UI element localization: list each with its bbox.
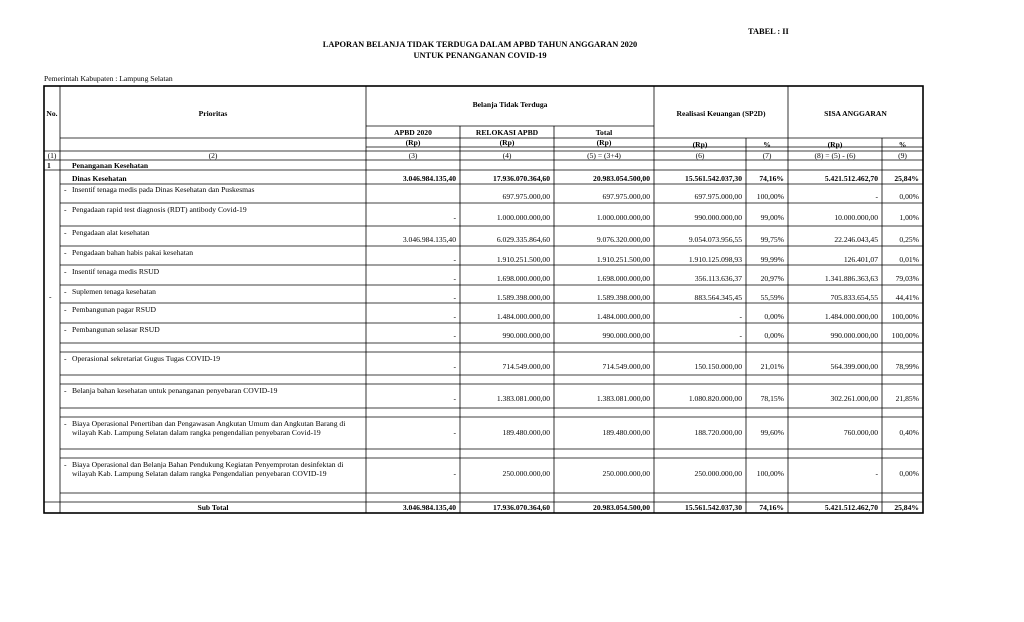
- row-apbd: -: [453, 213, 456, 222]
- row-relokasi: 1.000.000.000,00: [496, 213, 550, 222]
- row-relokasi: 1.698.000.000,00: [496, 274, 550, 283]
- col-num-6: (6): [695, 151, 705, 160]
- unit-pct-sisa: %: [898, 140, 907, 149]
- section-label: Penanganan Kesehatan: [72, 161, 149, 170]
- row-pct: 100,00%: [756, 192, 784, 201]
- row-apbd: -: [453, 394, 456, 403]
- row-apbd: -: [453, 293, 456, 302]
- row-sisa-pct: 0,00%: [899, 469, 919, 478]
- row-sisa: 10.000.000,00: [834, 213, 878, 222]
- row-total: 714.549.000,00: [602, 362, 650, 371]
- row-bullet: -: [64, 185, 67, 194]
- col-header-relokasi: RELOKASI APBD: [475, 128, 539, 137]
- row-apbd: -: [453, 469, 456, 478]
- row-bullet: -: [64, 267, 67, 276]
- dinas-realisasi: 15.561.542.037,30: [685, 174, 742, 183]
- row-label: Operasional sekretariat Gugus Tugas COVID-19: [72, 354, 221, 363]
- row-realisasi: 250.000.000,00: [694, 469, 742, 478]
- row-pct: 99,99%: [760, 255, 784, 264]
- unit-rp-total: (Rp): [596, 138, 612, 147]
- row-pct: 99,75%: [760, 235, 784, 244]
- row-bullet: -: [64, 248, 67, 257]
- col-header-realisasi: Realisasi Keuangan (SP2D): [676, 109, 766, 118]
- row-realisasi: -: [739, 331, 742, 340]
- unit-rp-relokasi: (Rp): [499, 138, 515, 147]
- row-total: 1.383.081.000,00: [596, 394, 650, 403]
- row-pct: 55,59%: [760, 293, 784, 302]
- row-relokasi: 714.549.000,00: [502, 362, 550, 371]
- row-sisa-pct: 100,00%: [891, 312, 919, 321]
- row-bullet: -: [64, 287, 67, 296]
- pemerintah-label: Pemerintah Kabupaten : Lampung Selatan: [44, 74, 173, 83]
- row-sisa-pct: 79,03%: [895, 274, 919, 283]
- tabel-label: TABEL : II: [748, 27, 789, 36]
- row-bullet: -: [64, 460, 67, 469]
- dinas-apbd: 3.046.984.135,40: [402, 174, 456, 183]
- row-sisa: 564.399.000,00: [830, 362, 878, 371]
- row-apbd: -: [453, 312, 456, 321]
- row-relokasi: 6.029.335.864,60: [496, 235, 550, 244]
- subtotal-total: 20.983.054.500,00: [593, 503, 650, 512]
- row-sisa: 1.484.000.000,00: [824, 312, 878, 321]
- row-relokasi: 697.975.000,00: [502, 192, 550, 201]
- row-sisa: -: [875, 469, 878, 478]
- row-sisa-pct: 0,40%: [899, 428, 919, 437]
- row-realisasi: -: [739, 312, 742, 321]
- row-label: Pengadaan alat kesehatan: [72, 228, 150, 237]
- row-sisa-pct: 21,85%: [895, 394, 919, 403]
- subtotal-realisasi: 15.561.542.037,30: [685, 503, 742, 512]
- row-label: Insentif tenaga medis pada Dinas Kesehatan dan Puskesmas: [72, 185, 255, 194]
- row-relokasi: 189.480.000,00: [502, 428, 550, 437]
- row-realisasi: 697.975.000,00: [694, 192, 742, 201]
- row-realisasi: 990.000.000,00: [694, 213, 742, 222]
- col-num-1: (1): [47, 151, 57, 160]
- row-sisa-pct: 100,00%: [891, 331, 919, 340]
- stray-dash: -: [49, 292, 52, 301]
- row-pct: 99,60%: [760, 428, 784, 437]
- row-label: Belanja bahan kesehatan untuk penanganan penyebaran COVID-19: [72, 386, 278, 395]
- dinas-label: Dinas Kesehatan: [72, 174, 127, 183]
- col-num-2: (2): [208, 151, 218, 160]
- row-pct: 78,15%: [760, 394, 784, 403]
- row-realisasi: 883.564.345,45: [694, 293, 742, 302]
- row-relokasi: 1.383.081.000,00: [496, 394, 550, 403]
- col-num-5: (5) = (3+4): [587, 151, 621, 160]
- row-relokasi: 1.589.398.000,00: [496, 293, 550, 302]
- row-apbd: 3.046.984.135,40: [402, 235, 456, 244]
- row-realisasi: 188.720.000,00: [694, 428, 742, 437]
- col-num-8: (8) = (5) - (6): [814, 151, 856, 160]
- subtotal-label: Sub Total: [197, 503, 229, 512]
- row-sisa: 126.401,07: [843, 255, 878, 264]
- row-sisa-pct: 0,01%: [899, 255, 919, 264]
- row-total: 189.480.000,00: [602, 428, 650, 437]
- row-total: 1.698.000.000,00: [596, 274, 650, 283]
- row-realisasi: 9.054.073.956,55: [688, 235, 742, 244]
- row-bullet: -: [64, 419, 67, 428]
- row-bullet: -: [64, 305, 67, 314]
- row-bullet: -: [64, 228, 67, 237]
- row-relokasi: 990.000.000,00: [502, 331, 550, 340]
- dinas-sisa: 5.421.512.462,70: [824, 174, 878, 183]
- row-pct: 21,01%: [760, 362, 784, 371]
- row-label: Insentif tenaga medis RSUD: [72, 267, 160, 276]
- row-relokasi: 1.484.000.000,00: [496, 312, 550, 321]
- row-sisa: 22.246.043,45: [834, 235, 878, 244]
- row-sisa: 760.000,00: [843, 428, 878, 437]
- row-label: Pengadaan rapid test diagnosis (RDT) antibody Covid-19: [72, 205, 247, 214]
- col-header-prioritas: Prioritas: [198, 109, 228, 118]
- report-subtitle: UNTUK PENANGANAN COVID-19: [413, 51, 547, 60]
- row-bullet: -: [64, 354, 67, 363]
- row-sisa-pct: 0,00%: [899, 192, 919, 201]
- row-total: 1.484.000.000,00: [596, 312, 650, 321]
- col-num-7: (7): [762, 151, 772, 160]
- col-header-apbd: APBD 2020: [394, 128, 432, 137]
- row-total: 1.589.398.000,00: [596, 293, 650, 302]
- row-label: Suplemen tenaga kesehatan: [72, 287, 156, 296]
- col-header-no: No.: [46, 109, 58, 118]
- row-total: 250.000.000,00: [602, 469, 650, 478]
- row-apbd: -: [453, 274, 456, 283]
- unit-pct-realisasi: %: [763, 140, 771, 149]
- subtotal-pct: 74,16%: [759, 503, 784, 512]
- subtotal-apbd: 3.046.984.135,40: [402, 503, 456, 512]
- row-apbd: -: [453, 331, 456, 340]
- dinas-total: 20.983.054.500,00: [593, 174, 650, 183]
- dinas-relokasi: 17.936.070.364,60: [493, 174, 550, 183]
- row-label: Biaya Operasional dan Belanja Bahan Pendukung Kegiatan Penyemprotan desinfektan di wilayah Kab. Lampung Selatan dalam rangka Pengendalian penyebaran COVID-19: [72, 460, 344, 478]
- row-sisa-pct: 78,99%: [895, 362, 919, 371]
- col-header-btt: Belanja Tidak Terduga: [472, 100, 548, 109]
- row-apbd: -: [453, 255, 456, 264]
- dinas-sisa-pct: 25,84%: [894, 174, 919, 183]
- row-label: Pembangunan selasar RSUD: [72, 325, 160, 334]
- row-sisa: 705.833.654,55: [830, 293, 878, 302]
- col-header-total: Total: [595, 128, 613, 137]
- row-pct: 100,00%: [756, 469, 784, 478]
- col-num-4: (4): [502, 151, 512, 160]
- row-label: Biaya Operasional Penertiban dan Pengawasan Angkutan Umum dan Angkutan Barang di wilayah Kab. Lampung Selatan dalam rangka pengendalian penyebaran Covid-19: [72, 419, 346, 437]
- unit-rp-apbd: (Rp): [405, 138, 421, 147]
- row-sisa: 1.341.886.363,63: [824, 274, 878, 283]
- row-pct: 20,97%: [760, 274, 784, 283]
- col-num-9: (9): [898, 151, 907, 160]
- report-title: LAPORAN BELANJA TIDAK TERDUGA DALAM APBD TAHUN ANGGARAN 2020: [322, 40, 638, 49]
- row-sisa-pct: 1,00%: [899, 213, 919, 222]
- row-sisa-pct: 44,41%: [895, 293, 919, 302]
- row-label: Pengadaan bahan habis pakai kesehatan: [72, 248, 194, 257]
- row-pct: 99,00%: [760, 213, 784, 222]
- subtotal-sisa: 5.421.512.462,70: [824, 503, 878, 512]
- subtotal-sisa-pct: 25,84%: [894, 503, 919, 512]
- col-num-3: (3): [408, 151, 418, 160]
- row-realisasi: 356.113.636,37: [694, 274, 742, 283]
- section-number: 1: [47, 161, 51, 170]
- row-realisasi: 1.910.125.098,93: [688, 255, 742, 264]
- unit-rp-sisa: (Rp): [827, 140, 843, 149]
- col-header-sisa: SISA ANGGARAN: [824, 109, 887, 118]
- row-total: 697.975.000,00: [602, 192, 650, 201]
- row-sisa: -: [875, 192, 878, 201]
- row-total: 1.910.251.500,00: [596, 255, 650, 264]
- dinas-pct: 74,16%: [759, 174, 784, 183]
- row-relokasi: 1.910.251.500,00: [496, 255, 550, 264]
- row-relokasi: 250.000.000,00: [502, 469, 550, 478]
- row-bullet: -: [64, 325, 67, 334]
- row-pct: 0,00%: [764, 312, 784, 321]
- row-sisa: 990.000.000,00: [830, 331, 878, 340]
- row-sisa-pct: 0,25%: [899, 235, 919, 244]
- row-total: 1.000.000.000,00: [596, 213, 650, 222]
- row-apbd: -: [453, 428, 456, 437]
- row-total: 9.076.320.000,00: [596, 235, 650, 244]
- row-pct: 0,00%: [764, 331, 784, 340]
- unit-rp-realisasi: (Rp): [692, 140, 708, 149]
- row-realisasi: 1.080.820.000,00: [688, 394, 742, 403]
- row-bullet: -: [64, 205, 67, 214]
- row-realisasi: 150.150.000,00: [694, 362, 742, 371]
- row-label: Pembangunan pagar RSUD: [72, 305, 156, 314]
- row-bullet: -: [64, 386, 67, 395]
- subtotal-relokasi: 17.936.070.364,60: [493, 503, 550, 512]
- row-sisa: 302.261.000,00: [830, 394, 878, 403]
- row-total: 990.000.000,00: [602, 331, 650, 340]
- row-apbd: -: [453, 362, 456, 371]
